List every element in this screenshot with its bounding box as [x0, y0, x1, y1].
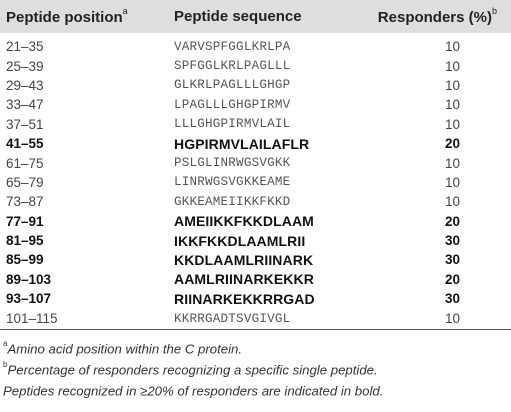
cell-peptide-sequence: AMEIIKKFKKDLAAM [174, 213, 314, 230]
cell-responders: 20 [444, 213, 460, 229]
cell-responders: 20 [444, 136, 460, 152]
cell-peptide-sequence: RIINARKEKKRRGAD [174, 290, 315, 307]
cell-responders: 10 [444, 97, 460, 113]
cell-peptide-position: 73–87 [6, 194, 44, 210]
cell-peptide-position: 101–115 [0, 308, 174, 330]
cell-peptide-sequence: PSLGLINRWGSVGKK [174, 156, 291, 171]
cell-responders: 10 [444, 58, 460, 74]
cell-responders: 10 [444, 77, 460, 93]
cell-peptide-sequence: GLKRLPAGLLLGHGP [174, 78, 291, 93]
header-row [0, 0, 511, 33]
table-header [0, 0, 511, 33]
footnote-text: Amino acid position within the C protein. [7, 341, 243, 357]
cell-peptide-sequence: HGPIRMVLAILAFLR [174, 135, 310, 152]
cell-peptide-position: 81–95 [6, 233, 44, 249]
header-position-label: Peptide position [6, 8, 123, 26]
cell-peptide-position: 41–55 [6, 136, 44, 152]
footnotes [0, 335, 511, 398]
header-peptide-position [0, 0, 174, 33]
table-row [0, 33, 511, 56]
table-row [0, 115, 511, 134]
cell-responders: 30 [444, 291, 460, 307]
table-row [0, 192, 511, 211]
cell-responders: 20 [444, 271, 460, 287]
cell-responders: 10 [444, 194, 460, 210]
cell-responders: 30 [444, 252, 460, 268]
header-position-footnote-mark: a [122, 5, 128, 16]
table-row [0, 134, 511, 153]
cell-peptide-sequence: VARVSPFGGLKRLPA [174, 39, 291, 54]
header-sequence-label: Peptide sequence [174, 8, 302, 25]
cell-peptide-sequence: SPFGGLKRLPAGLLL [174, 59, 291, 74]
table-body [0, 33, 511, 330]
cell-peptide-sequence: LLLGHGPIRMVLAIL [174, 117, 291, 132]
table-row [0, 308, 511, 330]
cell-peptide-position: 21–35 [6, 39, 44, 55]
footnote [3, 335, 511, 356]
table-row [0, 76, 511, 95]
cell-responders: 10 [444, 39, 460, 55]
footnote [3, 356, 511, 377]
cell-responders: 10 [374, 308, 511, 330]
footnote-text: Peptides recognized in ≥20% of responders are indicated in bold. [3, 383, 384, 399]
table-row [0, 289, 511, 308]
cell-peptide-position: 93–107 [6, 291, 52, 307]
footnote-mark: a [3, 339, 8, 349]
footnote-mark: b [3, 360, 8, 370]
cell-peptide-sequence: KKDLAAMLRIINARK [174, 251, 314, 268]
header-responders-label: Responders (%) [377, 8, 492, 26]
cell-peptide-position: 37–51 [6, 116, 44, 132]
cell-peptide-position: 25–39 [6, 58, 44, 74]
cell-peptide-position: 33–47 [6, 97, 44, 113]
cell-responders: 10 [444, 174, 460, 190]
cell-peptide-sequence: IKKFKKDLAAMLRII [174, 232, 306, 249]
footnote [3, 377, 511, 398]
cell-responders: 10 [444, 116, 460, 132]
table-row [0, 56, 511, 75]
cell-peptide-position: 85–99 [6, 252, 44, 268]
header-responders-footnote-mark: b [491, 5, 497, 16]
cell-peptide-sequence: AAMLRIINARKEKKR [174, 271, 314, 288]
footnote-text: Percentage of responders recognizing a specific single peptide. [7, 362, 378, 378]
cell-peptide-position: 77–91 [6, 213, 44, 229]
table-row [0, 173, 511, 192]
header-responders [374, 0, 511, 33]
cell-peptide-sequence: KKRRGADTSVGIVGL [174, 308, 374, 330]
cell-peptide-sequence: LINRWGSVGKKEAME [174, 175, 291, 190]
cell-peptide-position: 89–103 [6, 271, 52, 287]
table-row [0, 231, 511, 250]
cell-responders: 10 [444, 155, 460, 171]
table-row [0, 250, 511, 269]
header-peptide-sequence [174, 0, 374, 33]
table-row [0, 95, 511, 114]
cell-responders: 30 [444, 233, 460, 249]
cell-peptide-position: 61–75 [6, 155, 44, 171]
table-row [0, 153, 511, 172]
table-row [0, 212, 511, 231]
table-row [0, 270, 511, 289]
cell-peptide-position: 29–43 [6, 77, 44, 93]
cell-peptide-position: 65–79 [6, 174, 44, 190]
cell-peptide-sequence: LPAGLLLGHGPIRMV [174, 97, 291, 112]
cell-peptide-sequence: GKKEAMEIIKKFKKD [174, 194, 291, 209]
